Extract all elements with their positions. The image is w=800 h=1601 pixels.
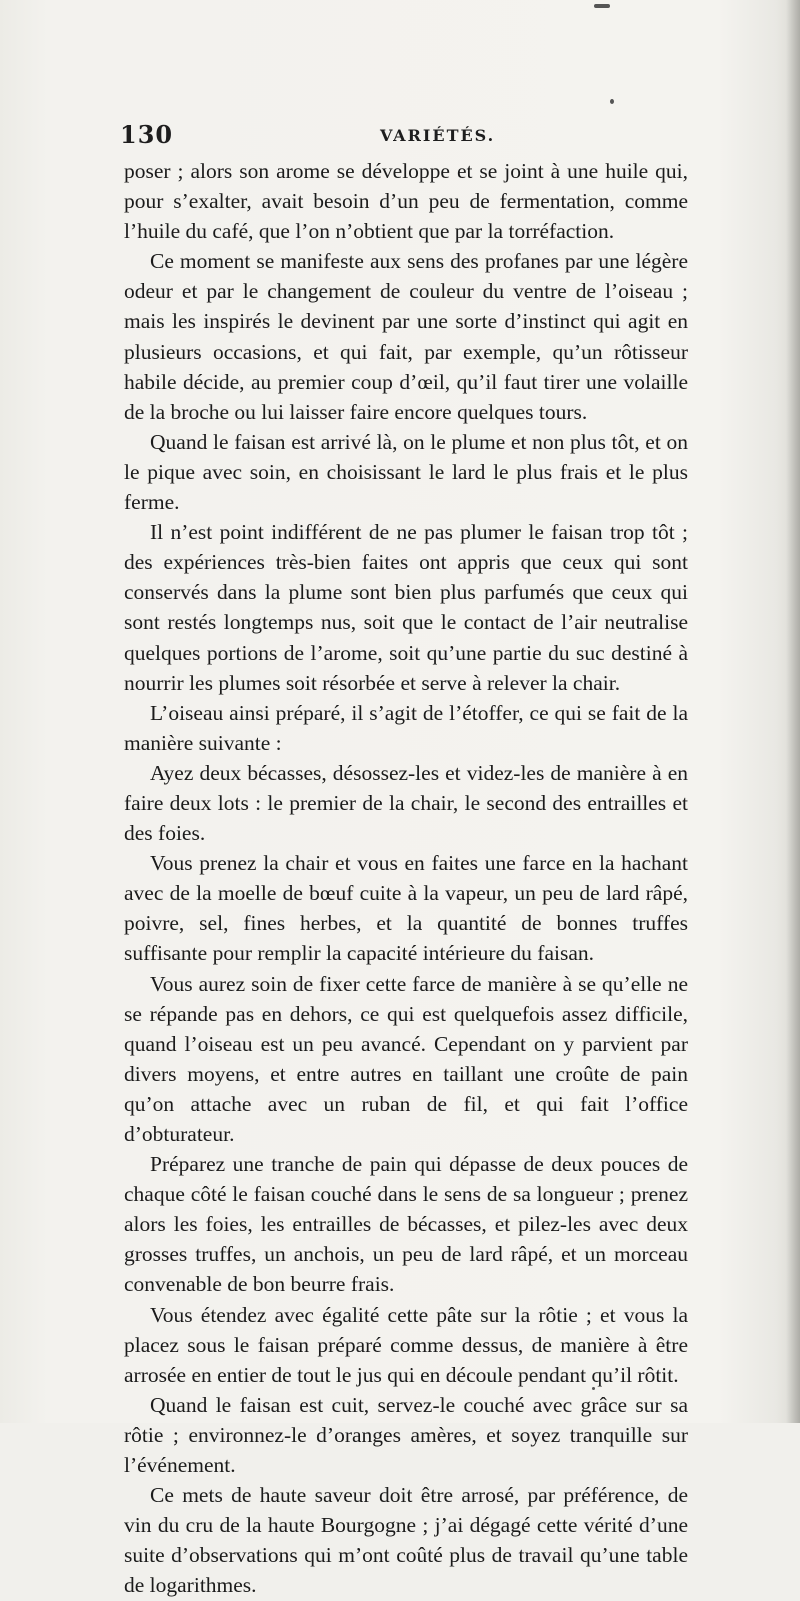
paper-speck xyxy=(592,1387,595,1390)
page-edge-shadow xyxy=(786,0,800,1423)
paragraph: Vous étendez avec égalité cette pâte sur la rôtie ; et vous la placez sous le faisan préparé comme dessus, de manière à être arrosée en entier de tout le jus qui en découle pendant qu’il rôtit. xyxy=(124,1302,688,1387)
page-header xyxy=(120,120,680,154)
page-number: 130 xyxy=(120,120,174,149)
paragraph: Quand le faisan est arrivé là, on le plume et non plus tôt, et on le pique avec soin, en choisissant le lard le plus frais et le plus ferme. xyxy=(124,429,688,515)
paragraph: Il n’est point indifférent de ne pas plumer le faisan trop tôt ; des expériences très-bien faites ont appris que ceux qui sont conservés dans la plume sont bien plus parfumés que ceux qui sont restés longtemps nus, soit que le contact de l’air neutralise quelques portions de l’arome, soit qu’une partie du suc destiné à nourrir les plumes soit résorbée et serve à relever la chair. xyxy=(124,520,688,695)
paragraph: Préparez une tranche de pain qui dépasse de deux pouces de chaque côté le faisan couché dans le sens de sa longueur ; prenez alors les foies, les entrailles de bécasses, et pilez-les avec deux grosses truffes, un anchois, un peu de lard râpé, et un morceau convenable de bon beurre frais. xyxy=(124,1152,688,1297)
paragraph: Ayez deux bécasses, désossez-les et videz-les de manière à en faire deux lots : le premier de la chair, le second des entrailles et des foies. xyxy=(124,760,688,846)
paragraph: Ce mets de haute saveur doit être arrosé, par préférence, de vin du cru de la haute Bourgogne ; j’ai dégagé cette vérité d’une suite d’observations qui m’ont coûté plus de travail qu’une table de logarithmes. xyxy=(124,1483,688,1598)
paragraph: Vous aurez soin de fixer cette farce de manière à se qu’elle ne se répande pas en dehors, ce qui est quelquefois assez difficile, quand l’oiseau est un peu avancé. Cependant on y parvient par divers moyens, et entre autres en taillant une croûte de pain qu’on attache avec un ruban de fil, et qui fait l’office d’obturateur. xyxy=(124,971,688,1146)
paragraph: L’oiseau ainsi préparé, il s’agit de l’étoffer, ce qui se fait de la manière suivante : xyxy=(124,700,688,755)
paragraph: Vous prenez la chair et vous en faites une farce en la hachant avec de la moelle de bœuf cuite à la vapeur, un peu de lard râpé, poivre, sel, fines herbes, et la quantité de bonnes truffes suffisante pour remplir la capacité intérieure du faisan. xyxy=(124,851,688,966)
running-head: VARIÉTÉS. xyxy=(380,126,496,145)
paragraph: poser ; alors son arome se développe et se joint à une huile qui, pour s’exalter, avait besoin d’un peu de fermentation, comme l’huile du café, que l’on n’obtient que par la torréfaction. xyxy=(124,159,688,244)
paragraph: Quand le faisan est cuit, servez-le couché avec grâce sur sa rôtie ; environnez-le d’oranges amères, et soyez tranquille sur l’événement. xyxy=(124,1392,688,1478)
body-text xyxy=(124,156,688,1601)
paper-speck xyxy=(594,4,610,8)
paper-speck xyxy=(610,99,614,104)
paragraph: Ce moment se manifeste aux sens des profanes par une légère odeur et par le changement de couleur du ventre de l’oiseau ; mais les inspirés le devinent par une sorte d’instinct qui agit en plusieurs occasions, et qui fait, par exemple, qu’un rôtisseur habile décide, au premier coup d’œil, qu’il faut tirer une volaille de la broche ou lui laisser faire encore quelques tours. xyxy=(124,249,688,424)
